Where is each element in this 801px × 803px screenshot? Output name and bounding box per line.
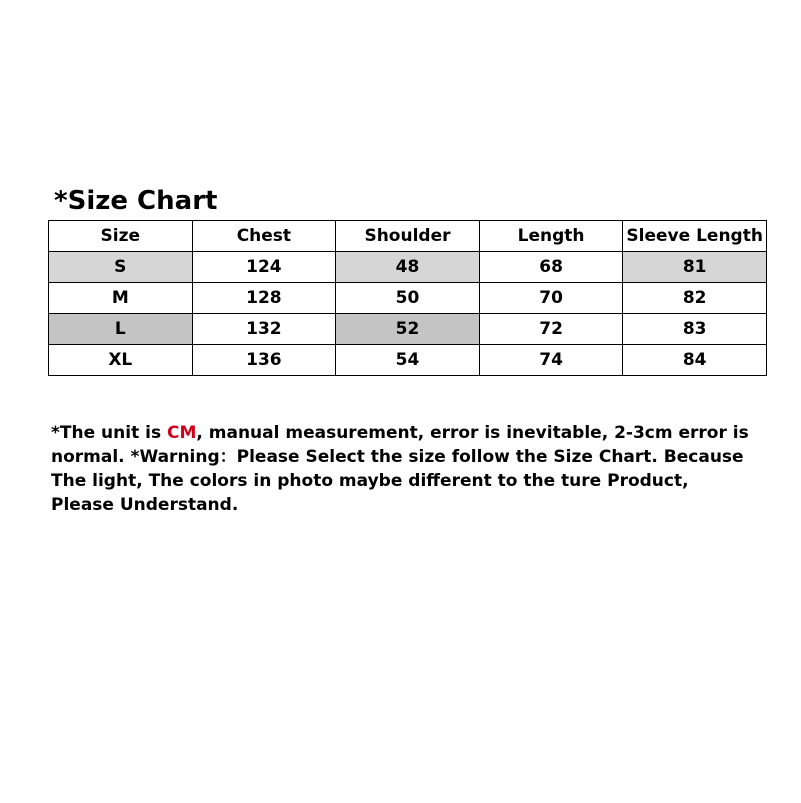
unit-highlight: CM <box>166 423 197 443</box>
cell-length: 70 <box>479 283 623 314</box>
cell-size: XL <box>49 345 193 376</box>
table-row <box>49 252 767 283</box>
note-text: , manual measurement, error is inevitable, 2-3cm error is normal. *Warning：Please Select the size follow the Size Chart. Because The light, The colors in photo maybe different to the ture Product, Please Understand. <box>51 423 749 515</box>
cell-chest: 124 <box>192 252 336 283</box>
size-chart-table <box>48 220 767 376</box>
table-row <box>49 283 767 314</box>
header-size: Size <box>49 221 193 252</box>
page-title: *Size Chart <box>54 186 218 216</box>
table-row <box>49 345 767 376</box>
cell-sleeve-length: 81 <box>623 252 767 283</box>
header-chest: Chest <box>192 221 336 252</box>
cell-size: S <box>49 252 193 283</box>
cell-shoulder: 50 <box>336 283 480 314</box>
cell-shoulder: 48 <box>336 252 480 283</box>
cell-length: 74 <box>479 345 623 376</box>
table-header-row <box>49 221 767 252</box>
note-prefix: *The unit is <box>51 423 167 443</box>
cell-length: 68 <box>479 252 623 283</box>
cell-shoulder: 52 <box>336 314 480 345</box>
cell-sleeve-length: 82 <box>623 283 767 314</box>
cell-size: M <box>49 283 193 314</box>
cell-chest: 128 <box>192 283 336 314</box>
measurement-note <box>51 421 751 517</box>
cell-chest: 136 <box>192 345 336 376</box>
cell-length: 72 <box>479 314 623 345</box>
header-shoulder: Shoulder <box>336 221 480 252</box>
cell-sleeve-length: 83 <box>623 314 767 345</box>
cell-shoulder: 54 <box>336 345 480 376</box>
header-length: Length <box>479 221 623 252</box>
cell-size: L <box>49 314 193 345</box>
cell-sleeve-length: 84 <box>623 345 767 376</box>
table-row <box>49 314 767 345</box>
header-sleeve-length: Sleeve Length <box>623 221 767 252</box>
cell-chest: 132 <box>192 314 336 345</box>
